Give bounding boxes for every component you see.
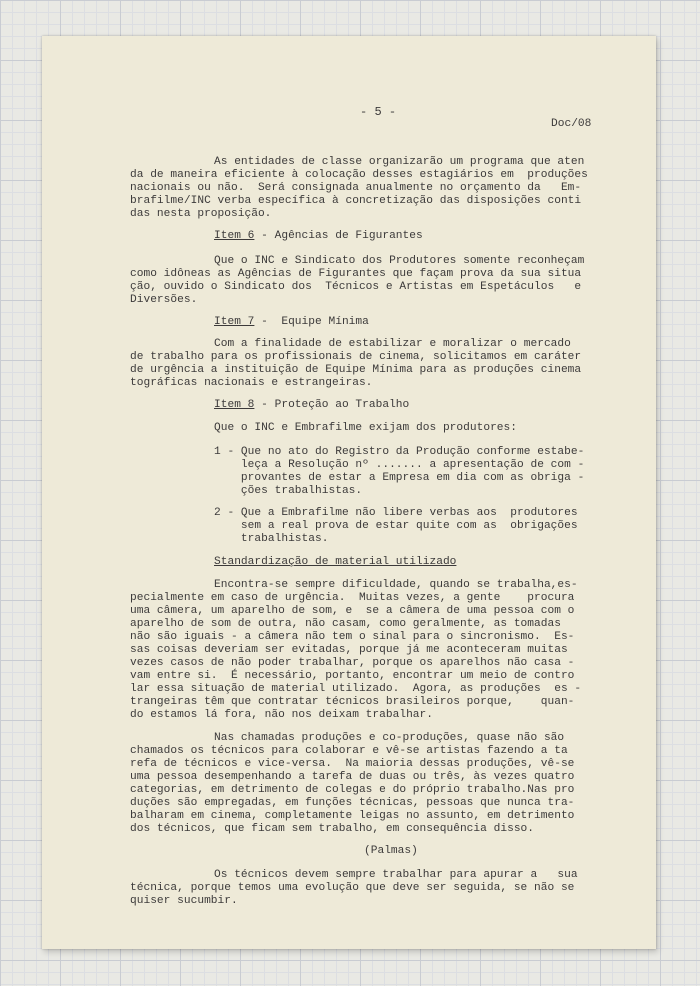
document-page — [42, 36, 656, 949]
text-line: 1 - Que no ato do Registro da Produção conforme estabe- — [214, 446, 585, 458]
text-line: Diversões. — [130, 294, 198, 306]
item-6-label: Item 6 — [214, 230, 255, 242]
document-reference: Doc/08 — [551, 118, 592, 130]
text-line: não são iguais - a câmera não tem o sinal para o sincronismo. Es- — [130, 631, 575, 643]
text-line: balharam em cinema, completamente leigas no assunto, em detrimento — [130, 810, 575, 822]
text-line: refa de técnicos e vice-versa. Na maioria dessas produções, vê-se — [130, 758, 575, 770]
text-line: Os técnicos devem sempre trabalhar para apurar a sua — [214, 869, 578, 881]
text-line: das nesta proposição. — [130, 208, 272, 220]
text-line: de urgência a instituição de Equipe Mínima para as produções cinema — [130, 364, 582, 376]
text-line: sas coisas deveriam ser evitadas, porque já me aconteceram muitas — [130, 644, 568, 656]
item-7-label: Item 7 — [214, 316, 255, 328]
text-line: categorias, em detrimento de colegas e do próprio trabalho.Nas pro — [130, 784, 575, 796]
text-line: pecialmente em caso de urgência. Muitas vezes, a gente procura — [130, 592, 575, 604]
text-line: brafilme/INC verba específica à concretização das disposições conti — [130, 195, 582, 207]
text-line: Com a finalidade de estabilizar e moralizar o mercado — [214, 338, 571, 350]
text-line: de trabalho para os profissionais de cinema, solicitamos em caráter — [130, 351, 582, 363]
page-number: - 5 - — [360, 105, 397, 119]
applause-note: (Palmas) — [364, 845, 418, 857]
text-line: técnica, porque temos uma evolução que deve ser seguida, se não se — [130, 882, 575, 894]
item-7-title: - Equipe Mínima — [254, 316, 369, 328]
text-line: da de maneira eficiente à colocação desses estagiários em produções — [130, 169, 588, 181]
text-line: As entidades de classe organizarão um programa que aten — [214, 156, 585, 168]
text-line: uma pessoa desempenhando a tarefa de duas ou três, às vezes quatro — [130, 771, 575, 783]
text-line: nacionais ou não. Será consignada anualmente no orçamento da Em- — [130, 182, 582, 194]
item-8-intro: Que o INC e Embrafilme exijam dos produtores: — [214, 422, 518, 434]
text-line: 2 - Que a Embrafilme não libere verbas aos produtores — [214, 507, 578, 519]
item-6-heading — [214, 230, 423, 243]
text-line: sem a real prova de estar quite com as obrigações — [214, 520, 578, 532]
text-line: vam entre si. É necessário, portanto, encontrar um meio de contro — [130, 670, 575, 682]
text-line: uma câmera, um aparelho de som, e se a câmera de uma pessoa com o — [130, 605, 575, 617]
text-line: trabalhistas. — [214, 533, 329, 545]
text-line: aparelho de som de outra, não casam, como geralmente, as tomadas — [130, 618, 561, 630]
text-line: Encontra-se sempre dificuldade, quando se trabalha,es- — [214, 579, 578, 591]
text-line: tográficas nacionais e estrangeiras. — [130, 377, 373, 389]
item-7-heading — [214, 316, 369, 329]
text-line: provantes de estar a Empresa em dia com as obriga - — [214, 472, 585, 484]
text-line: trangeiras têm que contratar técnicos brasileiros porque, quan- — [130, 696, 575, 708]
text-line: chamados os técnicos para colaborar e vê-se artistas fazendo a ta — [130, 745, 568, 757]
text-line: ção, ouvido o Sindicato dos Técnicos e Artistas em Espetáculos e — [130, 281, 582, 293]
standardization-heading: Standardização de material utilizado — [214, 556, 457, 568]
text-line: ções trabalhistas. — [214, 485, 363, 497]
item-8-title: - Proteção ao Trabalho — [254, 399, 410, 411]
text-line: lar essa situação de material utilizado. Agora, as produções es - — [130, 683, 582, 695]
item-6-title: - Agências de Figurantes — [254, 230, 423, 242]
text-line: como idôneas as Agências de Figurantes que façam prova da sua situa — [130, 268, 582, 280]
text-line: leça a Resolução nº ....... a apresentação de com - — [214, 459, 585, 471]
item-8-heading — [214, 399, 409, 412]
text-line: do estamos lá fora, não nos deixam trabalhar. — [130, 709, 434, 721]
text-line: duções são empregadas, em funções técnicas, pessoas que nunca tra- — [130, 797, 575, 809]
text-line: Nas chamadas produções e co-produções, quase não são — [214, 732, 565, 744]
text-line: dos técnicos, que ficam sem trabalho, em consequência disso. — [130, 823, 535, 835]
item-8-label: Item 8 — [214, 399, 255, 411]
text-line: Que o INC e Sindicato dos Produtores somente reconheçam — [214, 255, 585, 267]
text-line: vezes casos de não poder trabalhar, porque os aparelhos não casa - — [130, 657, 575, 669]
text-line: quiser sucumbir. — [130, 895, 238, 907]
